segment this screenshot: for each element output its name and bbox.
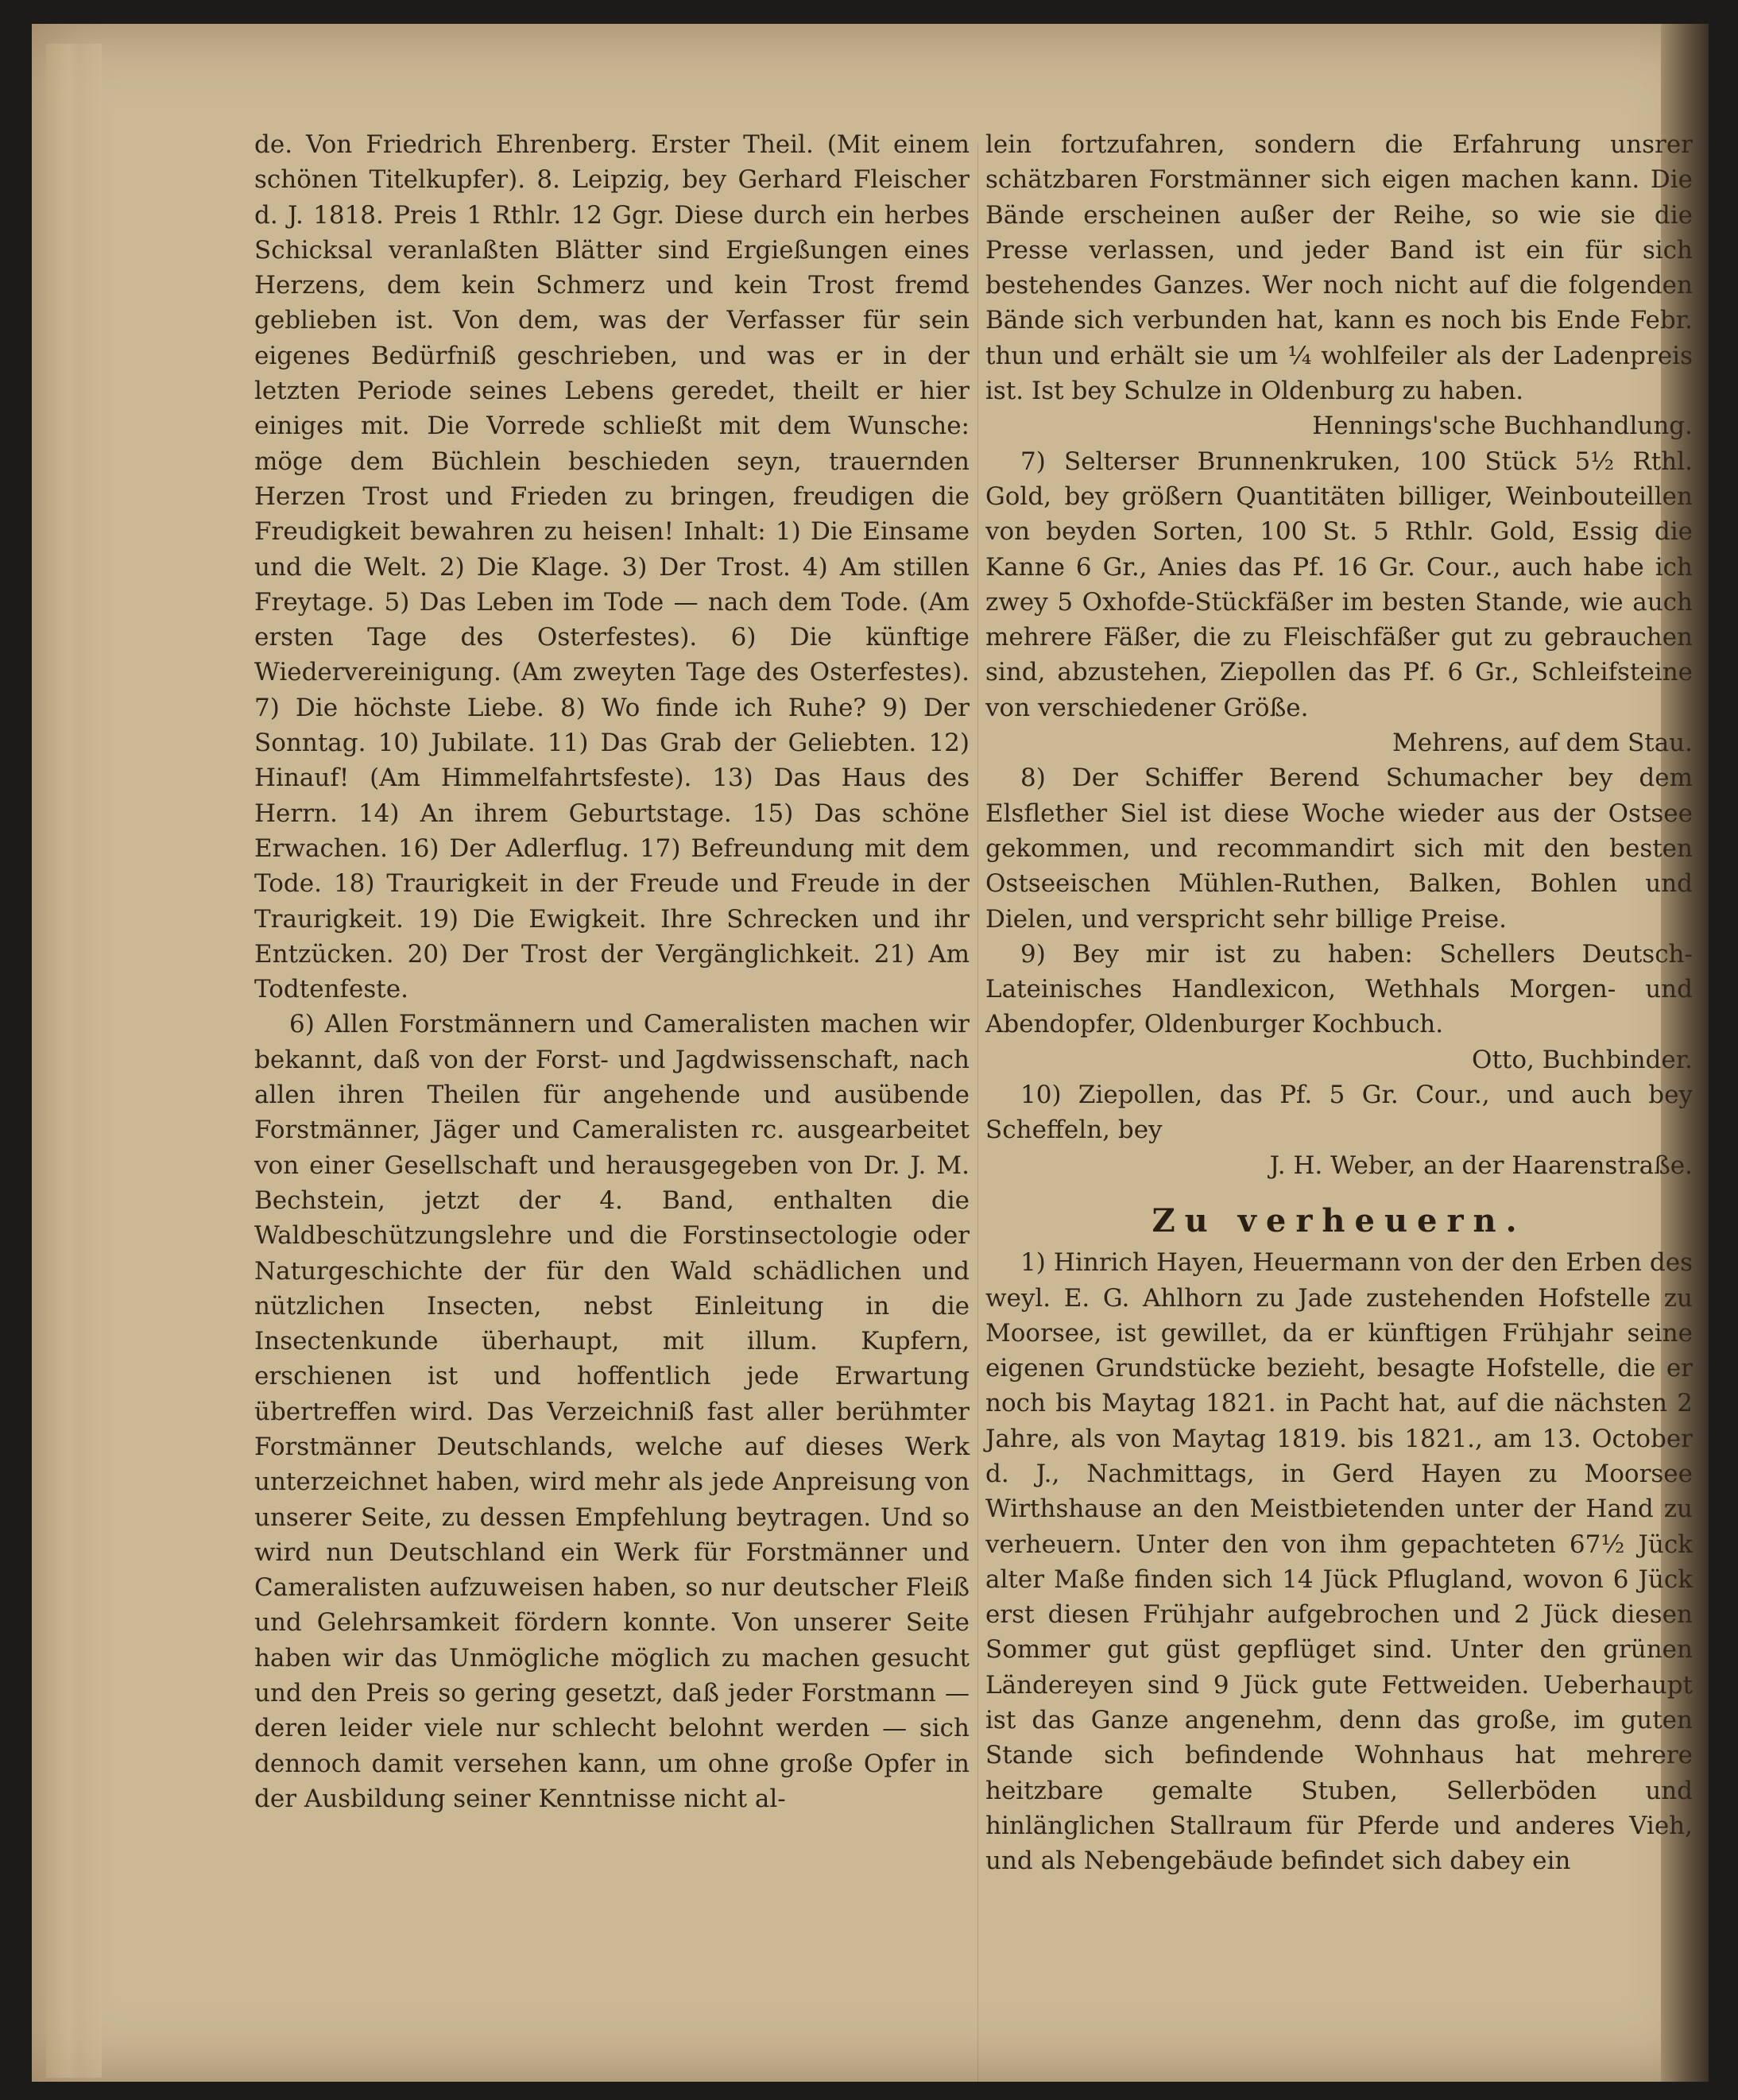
left-column [254, 127, 970, 1816]
paragraph-selterser: 7) Selterser Brunnenkruken, 100 Stück 5½ Rthl. Gold, bey größern Quantitäten billiger, Weinbouteillen von beyden Sorten, 100 St. 5 Rthlr. Gold, Essig die Kanne 6 Gr., Anies das Pf. 16 Gr. Cour., auch habe ich zwey 5 Oxhofde-Stückfäßer im besten Stande, wie auch mehrere Fäßer, die zu Fleischfäßer gut zu gebrauchen sind, abzustehen, Ziepollen das Pf. 6 Gr., Schleifsteine von verschiedener Größe. [985, 447, 1693, 722]
signature-weber: J. H. Weber, an der Haarenstraße. [1269, 1151, 1693, 1180]
page-edges [46, 44, 102, 2078]
newspaper-page [32, 24, 1709, 2082]
paragraph-ehrenberg-review: de. Von Friedrich Ehrenberg. Erster Theil. (Mit einem schönen Titelkupfer). 8. Leipzig, bey Gerhard Fleischer d. J. 1818. Preis 1 Rthlr. 12 Ggr. Diese durch ein herbes Schicksal veranlaßten Blätter sind Ergießungen eines Herzens, dem kein Schmerz und kein Trost fremd geblieben ist. Von dem, was der Verfasser für sein eigenes Bedürfniß geschrieben, und was er in der letzten Periode seines Lebens geredet, theilt er hier einiges mit. Die Vorrede schließt mit dem Wunsche: möge dem Büchlein beschieden seyn, trauernden Herzen Trost und Frieden zu bringen, freudigen die Freudigkeit bewahren zu heisen! Inhalt: 1) Die Einsame und die Welt. 2) Die Klage. 3) Der Trost. 4) Am stillen Freytage. 5) Das Leben im Tode — nach dem Tode. (Am ersten Tage des Osterfestes). 6) Die künftige Wiedervereinigung. (Am zweyten Tage des Osterfestes). 7) Die höchste Liebe. 8) Wo finde ich Ruhe? 9) Der Sonntag. 10) Jubilate. 11) Das Grab der Geliebten. 12) Hinauf! (Am Himmelfahrtsfeste). 13) Das Haus des Herrn. 14) An ihrem Geburtstage. 15) Das schöne Erwachen. 16) Der Adlerflug. 17) Befreundung mit dem Tode. 18) Traurigkeit in der Freude und Freude in der Traurigkeit. 19) Die Ewigkeit. Ihre Schrecken und ihr Entzücken. 20) Der Trost der Vergänglichkeit. 21) Am Todtenfeste. [254, 130, 970, 1004]
section-heading-zu-verheuern: Zu verheuern. [1152, 1201, 1527, 1240]
signature-mehrens: Mehrens, auf dem Stau. [1392, 729, 1693, 758]
column-divider [977, 143, 978, 2082]
paragraph-otto-books: 9) Bey mir ist zu haben: Schellers Deutsch-Lateinisches Handlexicon, Wethhals Morgen- und Abendopfer, Oldenburger Kochbuch. [985, 939, 1693, 1039]
paragraph-forstwissenschaft-ad: 6) Allen Forstmännern und Cameralisten machen wir bekannt, daß von der Forst- und Jagdwissenschaft, nach allen ihren Theilen für angehende und ausübende Forstmänner, Jäger und Cameralisten rc. ausgearbeitet von einer Gesellschaft und herausgegeben von Dr. J. M. Bechstein, jetzt der 4. Band, enthalten die Waldbeschützungslehre und die Forstinsectologie oder Naturgeschichte der für den Wald schädlichen und nützlichen Insecten, nebst Einleitung in die Insectenkunde überhaupt, mit illum. Kupfern, erschienen ist und hoffentlich jede Erwartung übertreffen wird. Das Verzeichniß fast aller berühmter Forstmänner Deutschlands, welche auf dieses Werk unterzeichnet haben, wird mehr als jede Anpreisung von unserer Seite, zu dessen Empfehlung beytragen. Und so wird nun Deutschland ein Werk für Forstmänner und Cameralisten aufzuweisen haben, so nur deutscher Fleiß und Gelehrsamkeit fördern konnte. Von unserer Seite haben wir das Unmögliche möglich zu machen gesucht und den Preis so gering gesetzt, daß jeder Forstmann — deren leider viele nur schlecht belohnt werden — sich dennoch damit versehen kann, um ohne große Opfer in der Ausbildung seiner Kenntnisse nicht al- [254, 1010, 970, 1813]
paragraph-forst-continued: lein fortzufahren, sondern die Erfahrung unsrer schätzbaren Forstmänner sich eigen machen kann. Die Bände erscheinen außer der Reihe, so wie sie die Presse verlassen, und jeder Band ist ein für sich bestehendes Ganzes. Wer noch nicht auf die folgenden Bände sich verbunden hat, kann es noch bis Ende Febr. thun und erhält sie um ¼ wohlfeiler als der Ladenpreis ist. Ist bey Schulze in Oldenburg zu haben. [985, 130, 1693, 406]
right-column [985, 127, 1693, 1879]
paragraph-ziepollen: 10) Ziepollen, das Pf. 5 Gr. Cour., und auch bey Scheffeln, bey [985, 1081, 1693, 1145]
paragraph-hayen-lease: 1) Hinrich Hayen, Heuermann von der den Erben des weyl. E. G. Ahlhorn zu Jade zustehenden Hofstelle zu Moorsee, ist gewillet, da er künftigen Frühjahr seine eigenen Grundstücke bezieht, besagte Hofstelle, die er noch bis Maytag 1821. in Pacht hat, auf die nächsten 2 Jahre, als von Maytag 1819. bis 1821., am 13. October d. J., Nachmittags, in Gerd Hayen zu Moorsee Wirthshause an den Meistbietenden unter der Hand zu verheuern. Unter den von ihm gepachteten 67½ Jück alter Maße finden sich 14 Jück Pflugland, wovon 6 Jück erst diesen Frühjahr aufgebrochen und 2 Jück diesen Sommer gut güst gepflüget sind. Unter den grünen Ländereyen sind 9 Jück gute Fettweiden. Ueberhaupt ist das Ganze angenehm, denn das große, im guten Stande sich befindende Wohnhaus hat mehrere heitzbare gemalte Stuben, Sellerböden und hinlänglichen Stallraum für Pferde und anderes Vieh, und als Nebengebäude befindet sich dabey ein [985, 1248, 1693, 1876]
paragraph-schumacher: 8) Der Schiffer Berend Schumacher bey dem Elsflether Siel ist diese Woche wieder aus der Ostsee gekommen, und recommandirt sich mit den besten Ostseeischen Mühlen-Ruthen, Balken, Bohlen und Dielen, und verspricht sehr billige Preise. [985, 764, 1693, 934]
signature-hennings: Hennings'sche Buchhandlung. [1312, 412, 1693, 441]
signature-otto: Otto, Buchbinder. [1472, 1045, 1693, 1074]
